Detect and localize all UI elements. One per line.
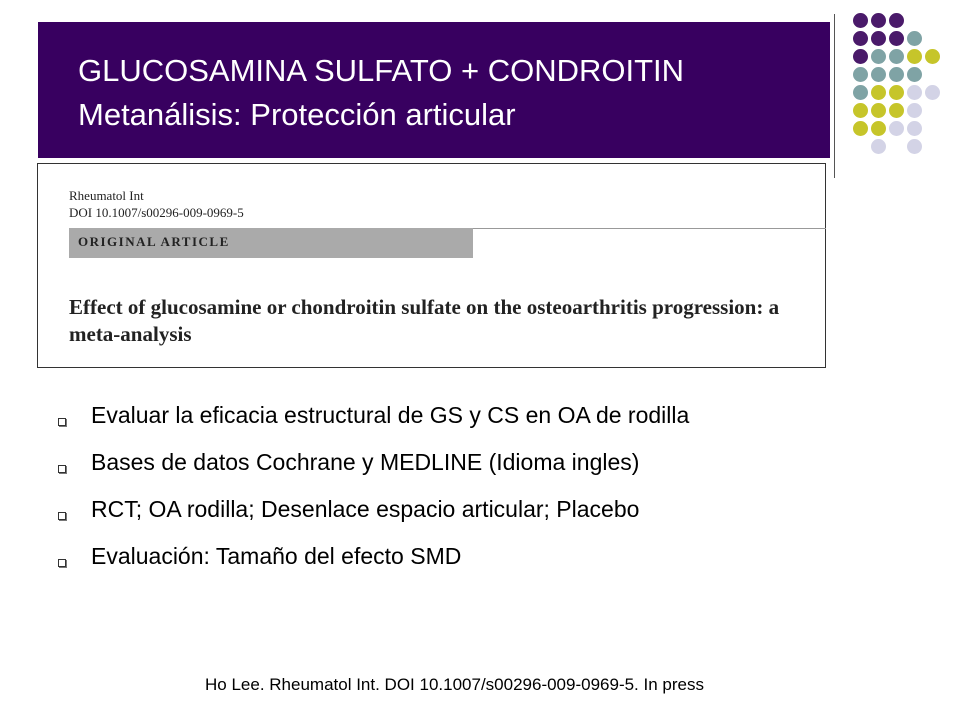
decor-dot xyxy=(907,139,922,154)
decor-dot xyxy=(907,67,922,82)
article-band-rule xyxy=(473,228,826,229)
decor-dot xyxy=(871,13,886,28)
decor-dot xyxy=(907,31,922,46)
list-item xyxy=(58,447,878,477)
decor-dot xyxy=(871,85,886,100)
list-item xyxy=(58,541,878,571)
square-bullet-icon xyxy=(58,465,66,473)
bullet-text: Bases de datos Cochrane y MEDLINE (Idioma ingles) xyxy=(91,449,640,475)
title-bar xyxy=(38,22,830,158)
article-title: Effect of glucosamine or chondroitin sulfate on the osteoarthritis progression: a meta-analysis xyxy=(69,295,780,346)
square-bullet-icon xyxy=(58,418,66,426)
decor-dot xyxy=(907,103,922,118)
decor-dot xyxy=(907,49,922,64)
decor-dot xyxy=(853,67,868,82)
list-item xyxy=(58,494,878,524)
article-doi: DOI 10.1007/s00296-009-0969-5 xyxy=(69,205,244,220)
slide-subtitle: Metanálisis: Protección articular xyxy=(78,97,516,132)
decor-dot xyxy=(871,49,886,64)
article-header-image xyxy=(37,163,826,368)
decor-dot xyxy=(871,31,886,46)
list-item xyxy=(58,400,878,430)
decor-dot xyxy=(853,13,868,28)
decor-dot xyxy=(925,85,940,100)
decor-dot xyxy=(871,139,886,154)
decor-dot xyxy=(889,85,904,100)
slide-title: GLUCOSAMINA SULFATO + CONDROITIN xyxy=(78,53,685,88)
bullet-text: Evaluación: Tamaño del efecto SMD xyxy=(91,543,462,569)
decor-dot xyxy=(889,49,904,64)
decor-dot xyxy=(871,103,886,118)
decor-dot xyxy=(853,49,868,64)
decor-dot xyxy=(871,67,886,82)
decor-dot xyxy=(853,31,868,46)
decor-dot xyxy=(853,85,868,100)
decor-dot xyxy=(907,85,922,100)
decor-dot xyxy=(871,121,886,136)
decor-dot xyxy=(889,67,904,82)
decor-dot xyxy=(907,121,922,136)
decor-dot xyxy=(925,49,940,64)
bullet-text: Evaluar la eficacia estructural de GS y CS en OA de rodilla xyxy=(91,402,690,428)
decor-dot xyxy=(889,103,904,118)
decor-dot xyxy=(889,121,904,136)
decor-dot xyxy=(889,13,904,28)
bullet-text: RCT; OA rodilla; Desenlace espacio articular; Placebo xyxy=(91,496,640,522)
square-bullet-icon xyxy=(58,559,66,567)
article-type: ORIGINAL ARTICLE xyxy=(78,234,230,249)
journal-name: Rheumatol Int xyxy=(69,188,144,203)
square-bullet-icon xyxy=(58,512,66,520)
decor-dot xyxy=(853,103,868,118)
decor-dot xyxy=(853,121,868,136)
bullet-list xyxy=(58,400,878,571)
citation: Ho Lee. Rheumatol Int. DOI 10.1007/s00296-009-0969-5. In press xyxy=(205,675,704,694)
decor-dot xyxy=(889,31,904,46)
divider-line xyxy=(834,14,835,178)
